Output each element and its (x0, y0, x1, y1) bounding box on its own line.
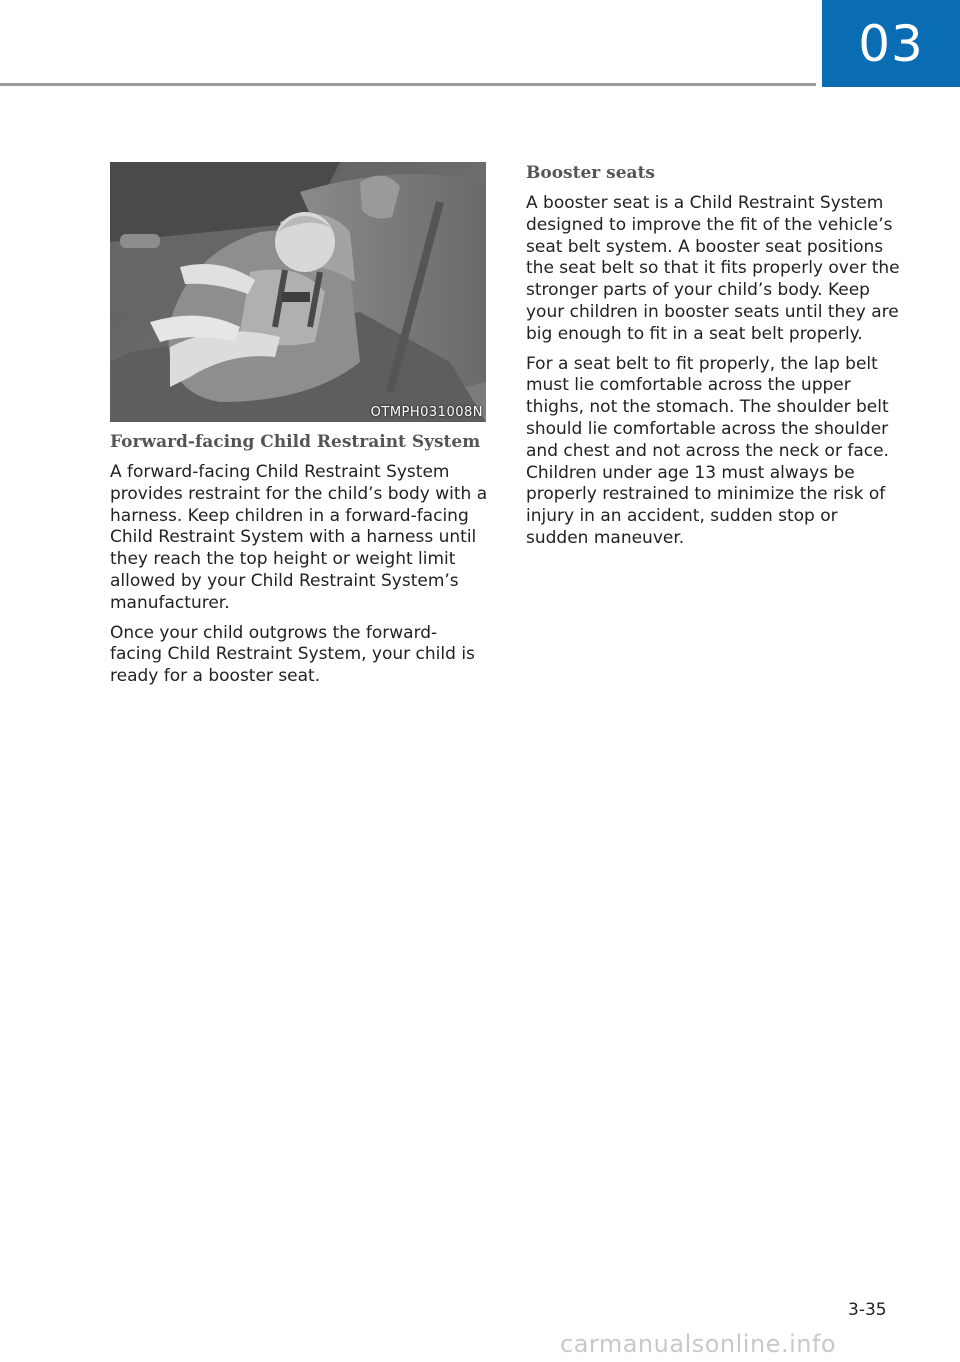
page-number: 3-35 (848, 1300, 887, 1320)
chapter-tab: 03 (822, 0, 960, 87)
right-column (526, 161, 904, 558)
paragraph: A booster seat is a Child Restraint System designed to improve the fit of the vehicle’s seat belt system. A booster seat positions the seat belt so that it fits properly over the stronger parts of your child’s body. Keep your children in booster seats until they are big enough to fit in a seat belt properly. (526, 193, 900, 344)
section-heading-booster-seats: Booster seats (526, 163, 655, 183)
child-seat-illustration (110, 162, 486, 422)
left-column (110, 430, 488, 696)
section-heading-forward-facing: Forward-facing Child Restraint System (110, 432, 481, 452)
watermark: carmanualsonline.info (560, 1330, 837, 1358)
header-rule (0, 83, 816, 86)
paragraph: A forward-facing Child Restraint System provides restraint for the child’s body with a harness. Keep children in a forward-facing Child Restraint System with a harness until they reach the top height or weight limit allowed by your Child Restraint System’s manufacturer. (110, 462, 488, 613)
paragraph: For a seat belt to fit properly, the lap belt must lie comfortable across the upper thighs, not the stomach. The shoulder belt should lie comfortable across the shoulder and chest and not across the neck or face. Children under age 13 must always be properly restrained to minimize the risk of injury in an accident, sudden stop or sudden maneuver. (526, 353, 889, 548)
illustration-graphic (110, 162, 486, 422)
paragraph: Once your child outgrows the forward-facing Child Restraint System, your child is ready for a booster seat. (110, 622, 475, 687)
figure-code: OTMPH031008N (370, 405, 483, 420)
